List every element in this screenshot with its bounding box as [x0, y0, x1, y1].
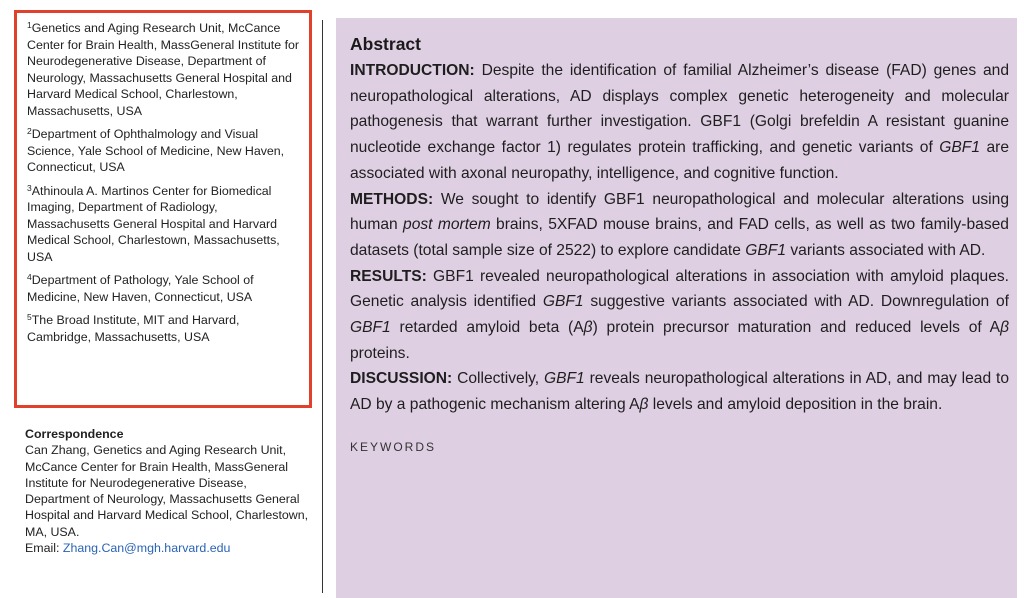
introduction-label: INTRODUCTION: — [350, 62, 475, 79]
affiliation-sup: 1 — [27, 20, 32, 30]
affiliation-text: Athinoula A. Martinos Center for Biomedical Imaging, Department of Radiology, Massachusetts General Hospital and Harvard Medical School, Charlestown, Massachusetts, USA — [27, 183, 280, 264]
affiliation-sup: 4 — [27, 272, 32, 282]
affiliation-5 — [27, 312, 301, 345]
text-run: levels and amyloid deposition in the brain. — [648, 396, 943, 414]
gene-name: GBF1 — [350, 319, 391, 337]
beta-symbol: β — [583, 319, 593, 337]
text-run: Despite the identification of familial Alzheimer’s disease (FAD) genes and neuropathological alterations, AD displays complex genetic heterogeneity and molecular pathogenesis that warrant further investigation. GBF1 (Golgi brefeldin A resistant guanine nucleotide exchange factor 1) regulates protein trafficking, and genetic variants of — [350, 62, 1009, 157]
affiliation-sup: 3 — [27, 182, 32, 193]
discussion-label: DISCUSSION: — [350, 370, 453, 388]
correspondence-email-line — [25, 540, 310, 556]
affiliation-2 — [27, 126, 301, 176]
correspondence-block — [25, 426, 310, 556]
affiliation-1 — [27, 20, 301, 119]
italic-term: post mortem — [403, 216, 491, 234]
abstract-introduction — [350, 58, 1009, 187]
correspondence-body: Can Zhang, Genetics and Aging Research Unit, McCance Center for Brain Health, MassGeneral Institute for Neurodegenerative Disease, Department of Neurology, Massachusetts General Hospital and Harvard Medical School, Charlestown, MA, USA. — [25, 443, 309, 539]
text-run: We sought to identify GBF1 neuropathological and molecular alterations using human — [350, 190, 1009, 234]
text-run: are associated with axonal neuropathy, intelligence, and cognitive function. — [350, 139, 1010, 182]
column-divider — [322, 20, 323, 593]
abstract-discussion — [350, 366, 1009, 417]
text-run: reveals neuropathological alterations in AD, and may lead to AD by a pathogenic mechanism altering A — [350, 370, 1009, 414]
affiliation-sup: 5 — [27, 312, 32, 322]
gene-name: GBF1 — [544, 370, 585, 388]
abstract-results — [350, 264, 1009, 367]
text-run: ) protein precursor maturation and reduced levels of A — [592, 319, 1001, 337]
text-run: variants associated with AD. — [786, 241, 986, 259]
gene-name: GBF1 — [745, 241, 787, 259]
beta-symbol: β — [639, 396, 649, 414]
affiliation-4 — [27, 272, 301, 305]
text-run: Collectively, — [452, 370, 544, 388]
abstract-title: Abstract — [350, 34, 421, 54]
email-label: Email: — [25, 541, 63, 556]
gene-name: GBF1 — [542, 293, 584, 311]
abstract-box — [336, 18, 1017, 598]
affiliation-text: Department of Ophthalmology and Visual Science, Yale School of Medicine, New Haven, Connecticut, USA — [27, 127, 285, 174]
beta-symbol: β — [1000, 319, 1009, 337]
affiliation-text: Department of Pathology, Yale School of Medicine, New Haven, Connecticut, USA — [27, 273, 254, 304]
gene-name: GBF1 — [939, 139, 980, 157]
affiliation-sup: 2 — [27, 126, 32, 136]
correspondence-title: Correspondence — [25, 427, 124, 441]
affiliation-text: The Broad Institute, MIT and Harvard, Cambridge, Massachusetts, USA — [27, 313, 240, 344]
email-link[interactable]: Zhang.Can@mgh.harvard.edu — [62, 541, 231, 556]
methods-label: METHODS: — [350, 190, 434, 208]
text-run: GBF1 revealed neuropathological alterations in association with amyloid plaques. Genetic analysis identified — [350, 267, 1009, 311]
abstract-methods — [350, 187, 1009, 264]
text-run: suggestive variants associated with AD. Downregulation of — [583, 293, 1009, 311]
affiliation-3 — [27, 183, 301, 266]
keywords-heading: KEYWORDS — [350, 439, 437, 454]
results-label: RESULTS: — [350, 267, 427, 285]
text-run: proteins. — [350, 344, 410, 362]
affiliation-text: Genetics and Aging Research Unit, McCance Center for Brain Health, MassGeneral Institute for Neurodegenerative Disease, Department of Neurology, Massachusetts General Hospital and Harvard Medical School, Charlestown, Massachusetts, USA — [27, 21, 300, 118]
text-run: retarded amyloid beta (A — [390, 319, 584, 337]
text-run: brains, 5XFAD mouse brains, and FAD cells, as well as two family-based datasets (total sample size of 2522) to explore candidate — [350, 216, 1009, 259]
affiliations-highlight-box — [14, 10, 312, 408]
